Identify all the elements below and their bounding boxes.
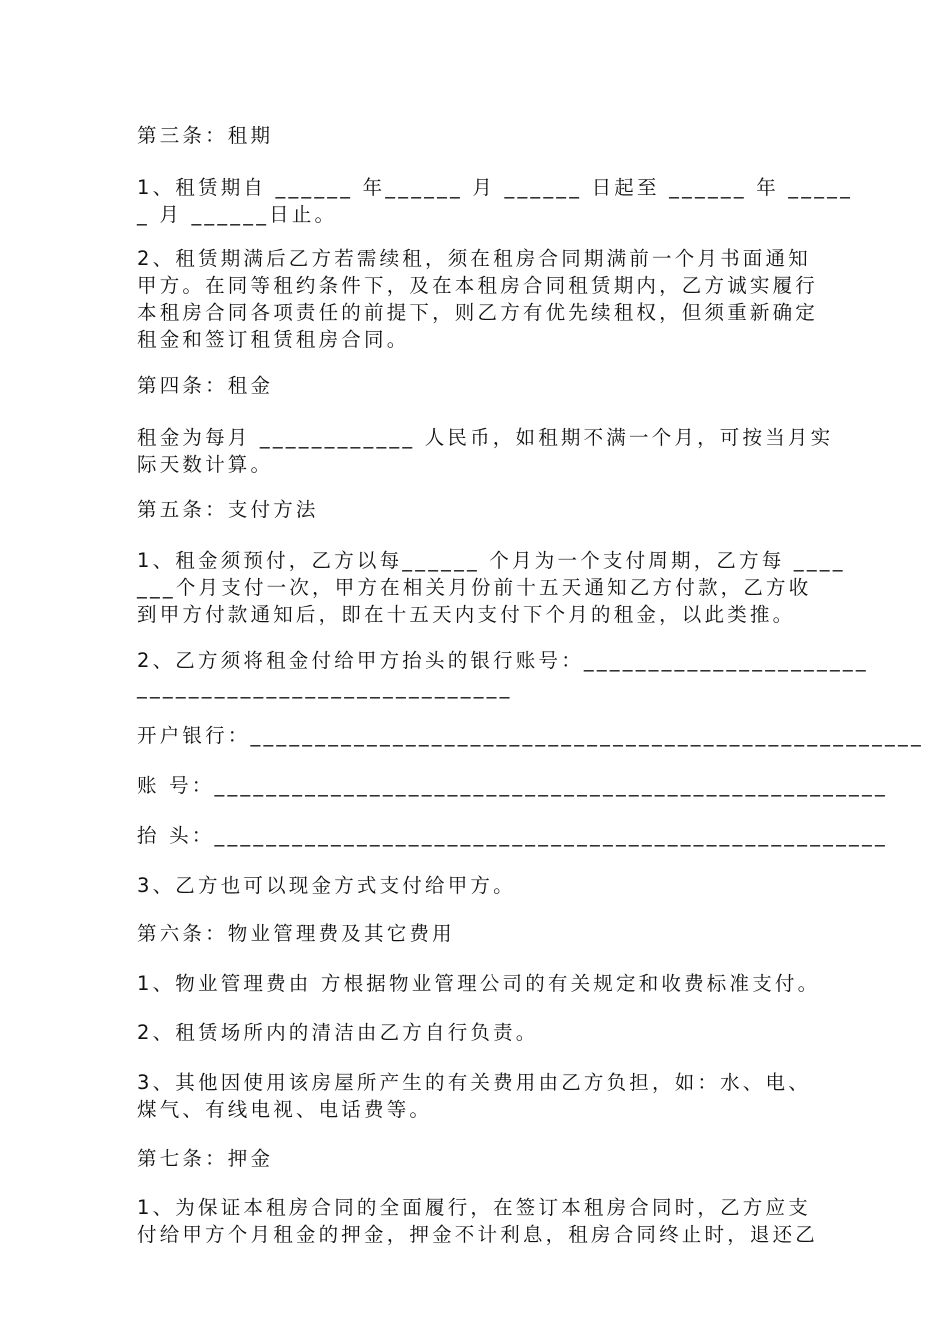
account-number-field: 账 号：____________________________________________________ [137, 774, 888, 797]
bank-name-field: 开户银行：____________________________________________________ [137, 724, 924, 747]
paragraph-line: 租金为每月 ____________ 人民币，如租期不满一个月，可按当月实 [137, 426, 834, 449]
paragraph-line: 1、物业管理费由 方根据物业管理公司的有关规定和收费标准支付。 [137, 972, 821, 995]
paragraph-line: 2、乙方须将租金付给甲方抬头的银行账号：______________________ [137, 649, 869, 672]
paragraph-line: _____________________________ [137, 676, 513, 699]
paragraph-line: 3、乙方也可以现金方式支付给甲方。 [137, 874, 516, 897]
paragraph-line: 3、其他因使用该房屋所产生的有关费用由乙方负担，如：水、电、 [137, 1071, 811, 1094]
paragraph-line: 煤气、有线电视、电话费等。 [137, 1098, 433, 1121]
paragraph-line: 到甲方付款通知后，即在十五天内支付下个月的租金，以此类推。 [137, 603, 796, 626]
paragraph-line: 1、租金须预付，乙方以每______ 个月为一个支付周期，乙方每 ____ [137, 549, 846, 572]
paragraph-line: 本租房合同各项责任的前提下，则乙方有优先续租权，但须重新确定 [137, 301, 819, 324]
heading-article-6: 第六条：物业管理费及其它费用 [137, 922, 455, 945]
paragraph-line: 1、租赁期自 ______ 年______ 月 ______ 日起至 ______ 年 _____ [137, 176, 854, 199]
paragraph-line: 租金和签订租赁租房合同。 [137, 328, 410, 351]
paragraph-line: 甲方。在同等租约条件下，及在本租房合同租赁期内，乙方诚实履行 [137, 274, 819, 297]
paragraph-line: 际天数计算。 [137, 453, 274, 476]
paragraph-line: 付给甲方个月租金的押金，押金不计利息，租房合同终止时，退还乙 [137, 1223, 819, 1246]
heading-article-7: 第七条：押金 [137, 1147, 274, 1170]
paragraph-line: ___个月支付一次，甲方在相关月份前十五天通知乙方付款，乙方收 [137, 576, 812, 599]
paragraph-line: _ 月 ______日止。 [137, 203, 338, 226]
account-holder-field: 抬 头：____________________________________________________ [137, 824, 888, 847]
heading-article-4: 第四条：租金 [137, 374, 274, 397]
paragraph-line: 1、为保证本租房合同的全面履行，在签订本租房合同时，乙方应支 [137, 1196, 811, 1219]
paragraph-line: 2、租赁期满后乙方若需续租，须在租房合同期满前一个月书面通知 [137, 247, 811, 270]
heading-article-5: 第五条：支付方法 [137, 498, 319, 521]
paragraph-line: 2、租赁场所内的清洁由乙方自行负责。 [137, 1021, 539, 1044]
heading-article-3: 第三条：租期 [137, 124, 274, 147]
